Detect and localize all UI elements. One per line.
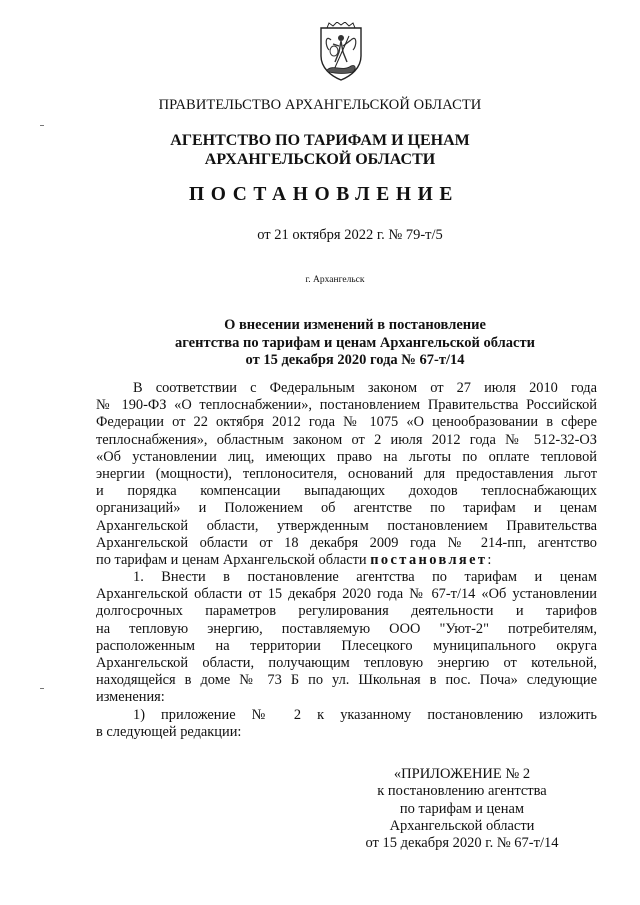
body-line: № 190-ФЗ «О теплоснабжении», постановлением Правительства Российской xyxy=(96,397,597,414)
scan-mark xyxy=(40,125,44,126)
body-line: расположенным на территории Плесецкого муниципального округа xyxy=(96,637,597,654)
body-line-resolution xyxy=(96,552,597,569)
body-line: Архангельской области, утвержденным постановлением Правительства xyxy=(96,517,597,534)
body-line: и порядка компенсации выпадающих доходов теплоснабжающих xyxy=(96,483,597,500)
government-name: ПРАВИТЕЛЬСТВО АРХАНГЕЛЬСКОЙ ОБЛАСТИ xyxy=(158,97,482,113)
agency-name-line2: АРХАНГЕЛЬСКОЙ ОБЛАСТИ xyxy=(204,151,436,168)
body-line: Архангельской области, получающим тепловую энергию от котельной, xyxy=(96,655,597,671)
document-date-number: от 21 октября 2022 г. № 79-т/5 xyxy=(257,227,443,243)
resolution-prefix: по тарифам и ценам Архангельской области xyxy=(96,551,367,568)
appendix-title: «ПРИЛОЖЕНИЕ № 2 xyxy=(393,766,531,782)
appendix-line: по тарифам и ценам xyxy=(399,800,525,817)
document-subject xyxy=(0,317,640,370)
body-line: на тепловую энергию, поставляемую ООО "Уют-2" потребителям, xyxy=(96,620,597,637)
body-line: долгосрочных параметров регулирования деятельности и тарифов xyxy=(96,603,597,620)
body-line: Федерации от 22 октября 2012 года № 1075 «О ценообразовании в сфере xyxy=(96,414,597,431)
document-body xyxy=(96,380,597,741)
body-line: энергии (мощности), теплоносителя, оснований для предоставления льгот xyxy=(96,465,597,482)
subject-line3: от 15 декабря 2020 года № 67-т/14 xyxy=(245,352,465,368)
body-line: Архангельской области от 15 декабря 2020 года № 67-т/14 «Об установлении xyxy=(96,586,597,603)
appendix-line: от 15 декабря 2020 г. № 67-т/14 xyxy=(365,835,559,852)
document-type-title: ПОСТАНОВЛЕНИЕ xyxy=(188,184,460,205)
appendix-header xyxy=(332,766,592,852)
subject-line2: агентства по тарифам и ценам Архангельской области xyxy=(175,334,535,351)
body-line: изменения: xyxy=(96,689,165,706)
body-line: В соответствии с Федеральным законом от 27 июля 2010 года xyxy=(133,380,597,396)
body-line: в следующей редакции: xyxy=(96,723,242,740)
body-line: 1) приложение № 2 к указанному постановлению изложить xyxy=(133,706,597,723)
body-line: организаций» и Положением об агентстве по тарифам и ценам xyxy=(96,500,597,517)
city-name: г. Архангельск xyxy=(305,275,365,285)
arkhangelsk-coat-of-arms-icon xyxy=(313,22,369,82)
scan-mark xyxy=(40,688,44,689)
subject-line1: О внесении изменений в постановление xyxy=(224,317,486,333)
body-line: Архангельской области от 18 декабря 2009 года № 214-пп, агентство xyxy=(96,534,597,551)
resolution-keyword: постановляет xyxy=(370,551,488,568)
body-line: «Об установлении лиц, имеющих право на льготы по оплате тепловой xyxy=(96,448,597,465)
body-line: теплоснабжения», областным законом от 2 июля 2012 года № 512-32-ОЗ xyxy=(96,431,597,448)
body-line: 1. Внести в постановление агентства по тарифам и ценам xyxy=(133,569,597,586)
appendix-line: к постановлению агентства xyxy=(377,783,547,800)
appendix-line: Архангельской области xyxy=(389,817,535,834)
resolution-colon: : xyxy=(487,551,492,568)
agency-name-line1: АГЕНТСТВО ПО ТАРИФАМ И ЦЕНАМ xyxy=(170,132,470,149)
body-line: находящейся в доме № 73 Б по ул. Школьная в пос. Поча» следующие xyxy=(96,672,597,689)
agency-name xyxy=(0,131,640,169)
